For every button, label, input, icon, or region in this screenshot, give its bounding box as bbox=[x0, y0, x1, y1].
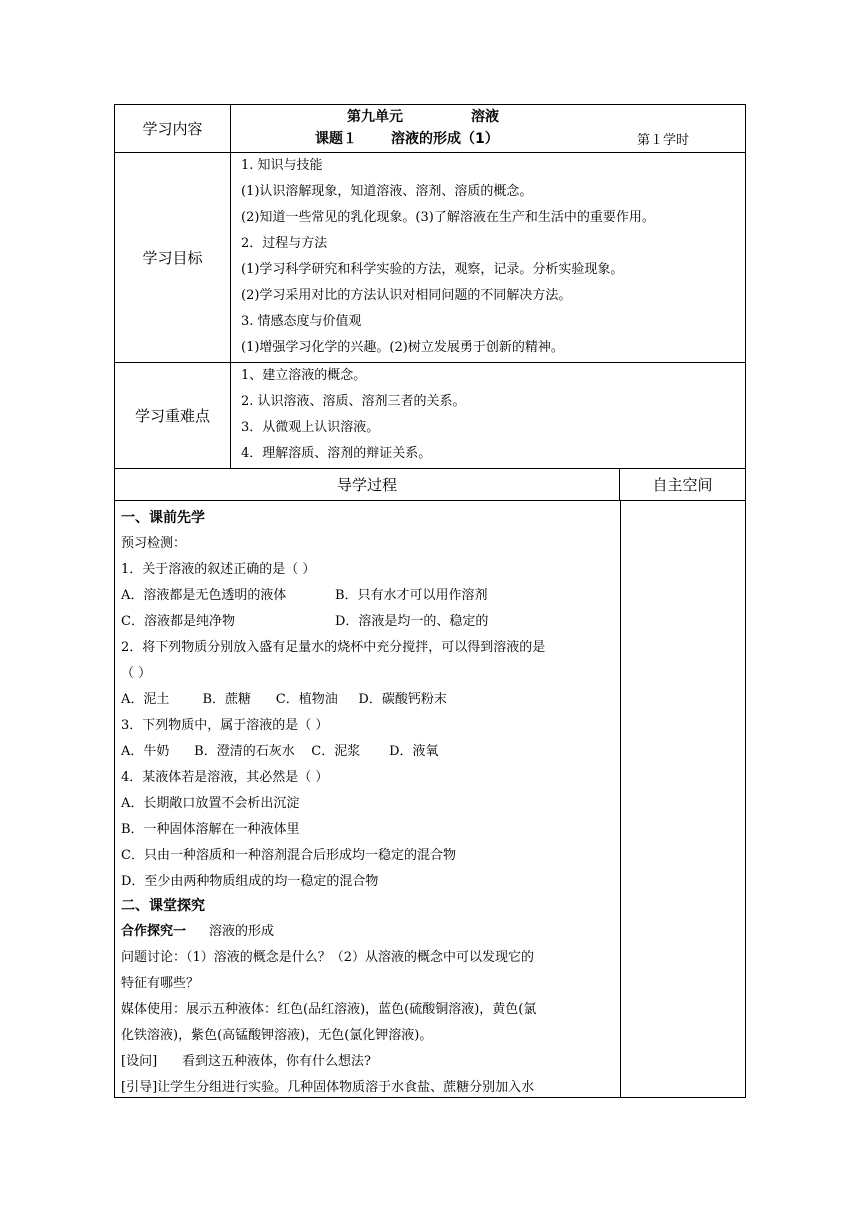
option-d: D．溶液是均一的、稳定的 bbox=[335, 614, 489, 629]
question-4: 4．某液体若是溶液，其必然是（ ） bbox=[121, 770, 329, 785]
option-b: B．一种固体溶解在一种液体里 bbox=[121, 822, 300, 837]
self-space-title: 自主空间 bbox=[652, 476, 713, 494]
coop-text: 溶液的形成 bbox=[209, 924, 275, 939]
process-title: 导学过程 bbox=[336, 476, 397, 494]
key-points-label: 学习重难点 bbox=[115, 363, 231, 468]
option-a: A．溶液都是无色透明的液体 bbox=[121, 588, 287, 603]
lesson-plan-table bbox=[114, 104, 746, 1098]
content-label: 学习内容 bbox=[115, 105, 231, 152]
preview-label: 预习检测： bbox=[121, 536, 187, 551]
option-d: D．至少由两种物质组成的均一稳定的混合物 bbox=[121, 874, 379, 889]
guide-text: [引导]让学生分组进行实验。几种固体物质溶于水食盐、蔗糖分别加入水 bbox=[121, 1080, 535, 1095]
ask-text: [设问] 看到这五种液体，你有什么想法? bbox=[121, 1054, 371, 1069]
key-point-line: 2. 认识溶液、溶质、溶剂三者的关系。 bbox=[241, 394, 466, 409]
objective-line: 3. 情感态度与价值观 bbox=[241, 314, 362, 329]
question-2: 2．将下列物质分别放入盛有足量水的烧杯中充分搅拌，可以得到溶液的是 bbox=[121, 640, 546, 655]
process-header-row bbox=[115, 469, 745, 501]
objective-line: (1)学习科学研究和科学实验的方法，观察，记录。分析实验现象。 bbox=[241, 262, 624, 277]
topic-title: 课题１ bbox=[315, 131, 357, 147]
objectives-label: 学习目标 bbox=[115, 153, 231, 362]
discussion-text: 问题讨论：（1）溶液的概念是什么？（2）从溶液的概念中可以发现它的 bbox=[121, 950, 535, 965]
media-text: 媒体使用：展示五种液体：红色(品红溶液)，蓝色(硫酸铜溶液)，黄色(氯 bbox=[121, 1002, 537, 1017]
key-point-line: 1、建立溶液的概念。 bbox=[241, 368, 367, 383]
objective-line: (1)增强学习化学的兴趣。(2)树立发展勇于创新的精神。 bbox=[241, 340, 564, 355]
option-b: B．只有水才可以用作溶剂 bbox=[335, 588, 488, 603]
key-points-row bbox=[115, 363, 745, 469]
objective-line: 1. 知识与技能 bbox=[241, 158, 323, 173]
header-row bbox=[115, 105, 745, 153]
unit-title: 第九单元 bbox=[347, 109, 403, 125]
option-c: C．只由一种溶质和一种溶剂混合后形成均一稳定的混合物 bbox=[121, 848, 456, 863]
question-2-options: A．泥土 B．蔗糖 C．植物油 D．碳酸钙粉末 bbox=[121, 692, 447, 707]
objective-line: 2．过程与方法 bbox=[241, 236, 328, 251]
section-heading: 一、课前先学 bbox=[121, 510, 205, 526]
period-label: 第１学时 bbox=[637, 133, 690, 148]
section-heading: 二、课堂探究 bbox=[121, 898, 205, 914]
unit-name: 溶液 bbox=[471, 109, 499, 125]
key-point-line: 4．理解溶质、溶剂的辩证关系。 bbox=[241, 446, 432, 461]
question-3: 3．下列物质中，属于溶液的是（ ） bbox=[121, 718, 329, 733]
body-row bbox=[115, 501, 745, 1097]
media-text: 化铁溶液)，紫色(高锰酸钾溶液)，无色(氯化钾溶液)。 bbox=[121, 1028, 433, 1043]
topic-name: 溶液的形成（1） bbox=[391, 131, 499, 147]
option-c: C．溶液都是纯净物 bbox=[121, 614, 235, 629]
body-main bbox=[115, 501, 620, 1097]
objective-line: (1)认识溶解现象，知道溶液、溶剂、溶质的概念。 bbox=[241, 184, 533, 199]
process-header-right bbox=[620, 469, 745, 500]
objectives-row bbox=[115, 153, 745, 363]
objective-line: (2)学习采用对比的方法认识对相同问题的不同解决方法。 bbox=[241, 288, 572, 303]
coop-label: 合作探究一 bbox=[121, 924, 187, 939]
discussion-text: 特征有哪些？ bbox=[121, 976, 200, 991]
self-space-column bbox=[621, 501, 745, 1097]
question-3-options: A．牛奶 B．澄清的石灰水 C．泥浆 D．液氧 bbox=[121, 744, 439, 759]
question-2-paren: （ ） bbox=[121, 666, 152, 681]
key-point-line: 3．从微观上认识溶液。 bbox=[241, 420, 380, 435]
question-1: 1．关于溶液的叙述正确的是（ ） bbox=[121, 562, 316, 577]
objective-line: (2)知道一些常见的乳化现象。(3)了解溶液在生产和生活中的重要作用。 bbox=[241, 210, 655, 225]
process-header-left bbox=[115, 469, 620, 500]
option-a: A．长期敞口放置不会析出沉淀 bbox=[121, 796, 300, 811]
